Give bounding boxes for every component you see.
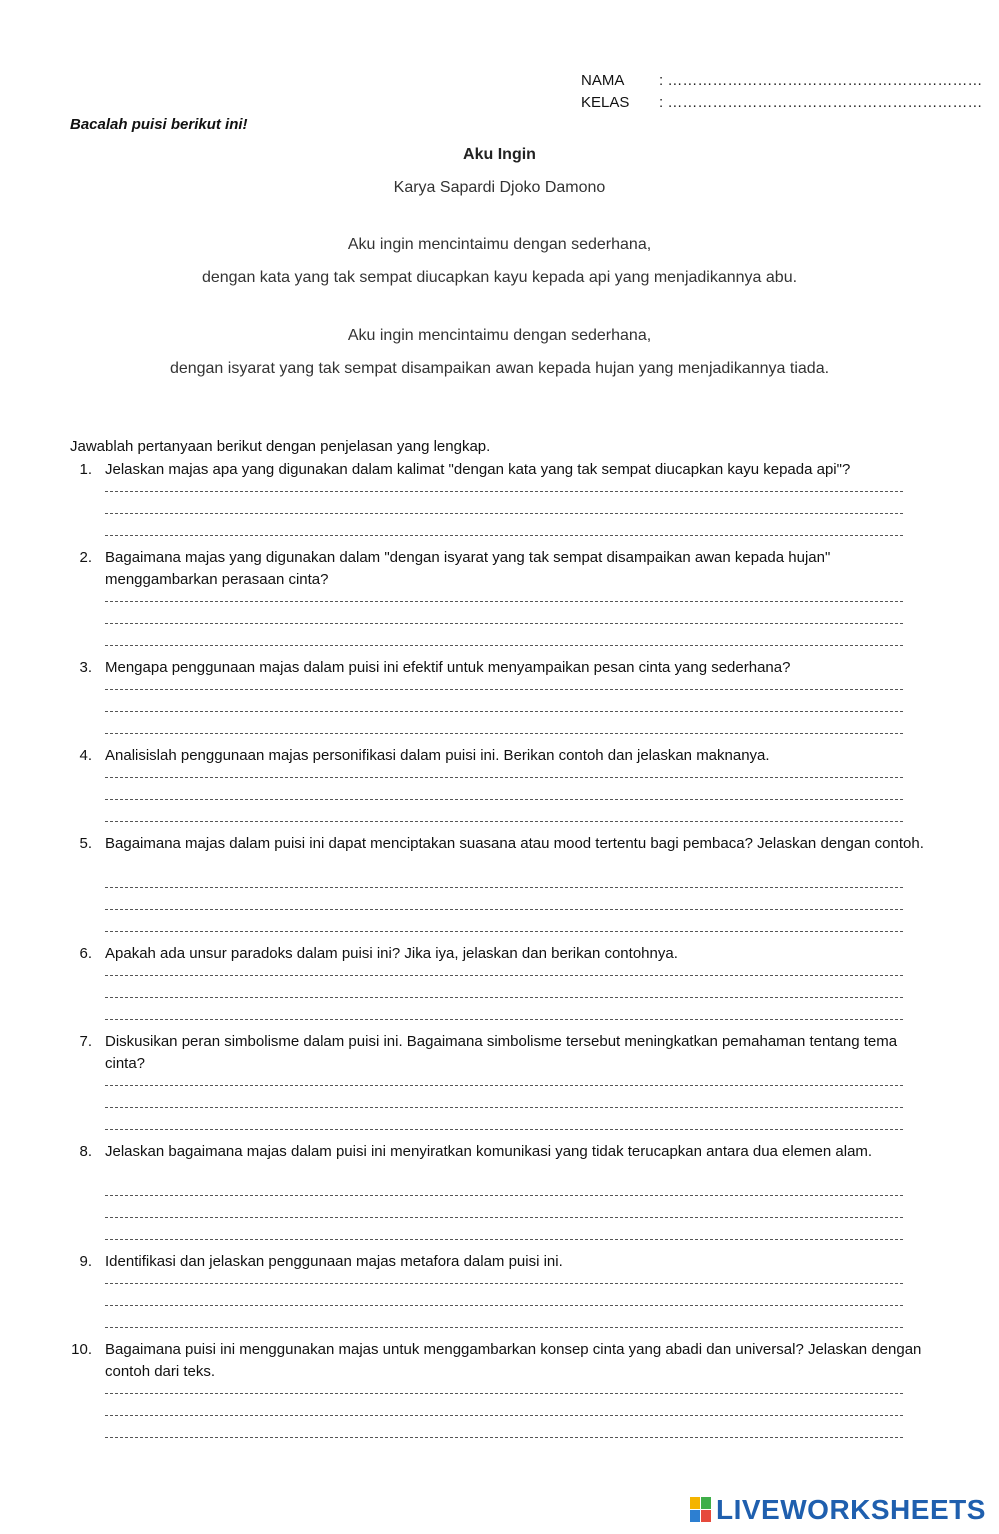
poem-author: Karya Sapardi Djoko Damono	[393, 179, 606, 196]
answer-line[interactable]	[105, 1393, 903, 1394]
answer-line[interactable]	[105, 1239, 903, 1240]
question-text: Analisislah penggunaan majas personifikasi dalam puisi ini. Berikan contoh dan jelaskan maknanya.	[105, 747, 770, 764]
answer-line[interactable]	[105, 777, 903, 778]
poem-line: dengan kata yang tak sempat diucapkan kayu kepada api yang menjadikannya abu.	[201, 269, 798, 286]
question-text: Apakah ada unsur paradoks dalam puisi ini? Jika iya, jelaskan dan berikan contohnya.	[105, 945, 678, 962]
answer-line[interactable]	[105, 601, 903, 602]
question-text: Bagaimana majas dalam puisi ini dapat menciptakan suasana atau mood tertentu bagi pembaca? Jelaskan dengan contoh.	[105, 835, 924, 852]
answer-line[interactable]	[105, 931, 903, 932]
answer-line[interactable]	[105, 799, 903, 800]
questions-intro: Jawablah pertanyaan berikut dengan penjelasan yang lengkap.	[70, 438, 491, 455]
poem-line: Aku ingin mencintaimu dengan sederhana,	[347, 236, 652, 253]
kelas-row	[581, 93, 982, 113]
question-number: 6.	[79, 945, 92, 962]
kelas-label: KELAS	[581, 94, 630, 111]
question-number: 7.	[79, 1033, 92, 1050]
question-number: 1.	[79, 461, 92, 478]
poem-line: dengan isyarat yang tak sempat disampaikan awan kepada hujan yang menjadikannya tiada.	[169, 360, 830, 377]
poem-title: Aku Ingin	[463, 146, 536, 163]
question-number: 3.	[79, 659, 92, 676]
kelas-field[interactable]: : ………………………………………………………	[659, 94, 983, 111]
answer-line[interactable]	[105, 821, 903, 822]
question-number: 8.	[79, 1143, 92, 1160]
answer-line[interactable]	[105, 1305, 903, 1306]
question-number: 10.	[71, 1341, 92, 1358]
answer-line[interactable]	[105, 1129, 903, 1130]
answer-line[interactable]	[105, 887, 903, 888]
answer-line[interactable]	[105, 1019, 903, 1020]
answer-line[interactable]	[105, 1437, 903, 1438]
answer-line[interactable]	[105, 1107, 903, 1108]
answer-line[interactable]	[105, 1283, 903, 1284]
answer-line[interactable]	[105, 689, 903, 690]
answer-line[interactable]	[105, 733, 903, 734]
answer-line[interactable]	[105, 1327, 903, 1328]
poem-line: Aku ingin mencintaimu dengan sederhana,	[347, 327, 652, 344]
answer-line[interactable]	[105, 975, 903, 976]
question-text: Jelaskan bagaimana majas dalam puisi ini menyiratkan komunikasi yang tidak terucapkan antara dua elemen alam.	[105, 1143, 873, 1160]
nama-field[interactable]: : ………………………………………………………	[659, 72, 983, 89]
liveworksheets-logo-text: LIVEWORKSHEETS	[716, 1494, 986, 1525]
question-number: 5.	[79, 835, 92, 852]
answer-line[interactable]	[105, 1195, 903, 1196]
question-text: Diskusikan peran simbolisme dalam puisi ini. Bagaimana simbolisme tersebut meningkatkan pemahaman tentang tema cinta?	[105, 1033, 898, 1072]
nama-row	[581, 71, 982, 91]
answer-line[interactable]	[105, 491, 903, 492]
question-number: 2.	[79, 549, 92, 566]
answer-line[interactable]	[105, 535, 903, 536]
answer-line[interactable]	[105, 1085, 903, 1086]
answer-line[interactable]	[105, 997, 903, 998]
question-number: 4.	[79, 747, 92, 764]
answer-line[interactable]	[105, 513, 903, 514]
question-number: 9.	[79, 1253, 92, 1270]
answer-line[interactable]	[105, 623, 903, 624]
question-text: Bagaimana majas yang digunakan dalam "dengan isyarat yang tak sempat disampaikan awan kepada hujan" menggambarkan perasaan cinta?	[105, 549, 831, 588]
instruction: Bacalah puisi berikut ini!	[70, 116, 248, 133]
answer-line[interactable]	[105, 1415, 903, 1416]
question-text: Identifikasi dan jelaskan penggunaan majas metafora dalam puisi ini.	[105, 1253, 563, 1270]
answer-line[interactable]	[105, 1217, 903, 1218]
question-text: Mengapa penggunaan majas dalam puisi ini efektif untuk menyampaikan pesan cinta yang sederhana?	[105, 659, 791, 676]
answer-line[interactable]	[105, 909, 903, 910]
answer-line[interactable]	[105, 711, 903, 712]
liveworksheets-logo-icon	[690, 1497, 712, 1523]
question-text: Bagaimana puisi ini menggunakan majas untuk menggambarkan konsep cinta yang abadi dan universal? Jelaskan dengan contoh dari teks.	[105, 1341, 922, 1380]
question-text: Jelaskan majas apa yang digunakan dalam kalimat "dengan kata yang tak sempat diucapkan kayu kepada api"?	[105, 461, 851, 478]
nama-label: NAMA	[581, 72, 625, 89]
liveworksheets-logo[interactable]	[690, 1494, 986, 1526]
answer-line[interactable]	[105, 645, 903, 646]
